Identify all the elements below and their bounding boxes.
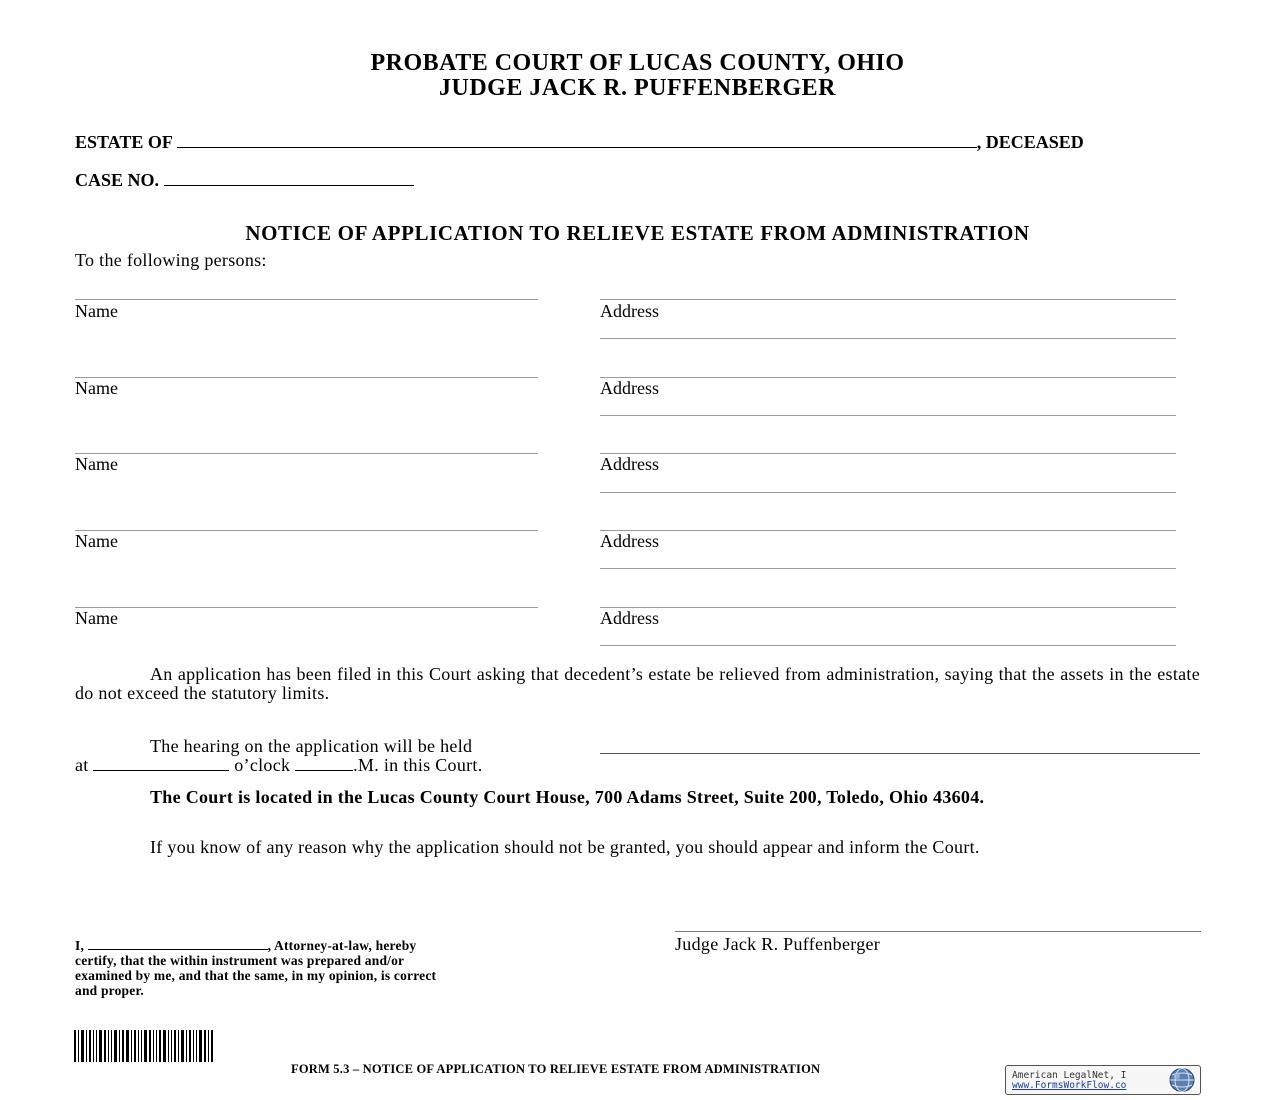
address-line-2[interactable]: [600, 338, 1176, 339]
form-label: FORM 5.3 – NOTICE OF APPLICATION TO RELIEVE ESTATE FROM ADMINISTRATION: [291, 1062, 821, 1076]
case-number-field[interactable]: [164, 171, 414, 186]
judge-signature-name: Judge Jack R. Puffenberger: [675, 934, 881, 954]
judge-title: JUDGE JACK R. PUFFENBERGER: [438, 75, 836, 101]
deceased-label: , DECEASED: [976, 132, 1084, 152]
name-field[interactable]: [75, 377, 538, 378]
address-line-2[interactable]: [600, 645, 1176, 646]
address-line-2[interactable]: [600, 415, 1176, 416]
case-label: CASE NO.: [75, 170, 160, 190]
hearing-suffix: .M. in this Court.: [353, 755, 483, 775]
name-field[interactable]: [75, 299, 538, 300]
address-field[interactable]: [600, 530, 1176, 531]
name-label: Name: [75, 531, 118, 551]
application-text: An application has been filed in this Court asking that decedent’s estate be relieved from administration, saying that the assets in the estate do not exceed the statutory limits.: [75, 664, 1200, 703]
address-field[interactable]: [600, 607, 1176, 608]
judge-signature-line[interactable]: [675, 931, 1201, 932]
attorney-name-field[interactable]: [88, 939, 268, 950]
intro-text: To the following persons:: [75, 250, 267, 270]
hearing-date-field[interactable]: [600, 753, 1200, 754]
court-title: PROBATE COURT OF LUCAS COUNTY, OHIO: [370, 50, 905, 76]
vendor-url[interactable]: www.FormsWorkFlow.co: [1012, 1080, 1127, 1091]
oclock-label: o’clock: [234, 755, 291, 775]
hearing-hour-field[interactable]: [93, 758, 229, 771]
address-label: Address: [600, 301, 659, 321]
cert-suffix: , Attorney-at-law,: [267, 938, 373, 953]
am-pm-field[interactable]: [295, 758, 353, 771]
name-label: Name: [75, 301, 118, 321]
name-label: Name: [75, 608, 118, 628]
location-text: The Court is located in the Lucas County Court House, 700 Adams Street, Suite 200, Toledo, Ohio 43604.: [150, 787, 985, 807]
vendor-name: American LegalNet, I: [1012, 1070, 1127, 1081]
at-label: at: [75, 755, 89, 775]
hearing-line: The hearing on the application will be held: [150, 736, 473, 756]
objection-paragraph: [75, 838, 1200, 857]
address-label: Address: [600, 378, 659, 398]
address-label: Address: [600, 454, 659, 474]
hearing-time-line: [75, 755, 483, 776]
objection-text: If you know of any reason why the application should not be granted, you should appear and inform the Court.: [150, 837, 980, 857]
address-field[interactable]: [600, 299, 1176, 300]
cert-prefix: I,: [75, 938, 85, 953]
name-label: Name: [75, 378, 118, 398]
cert-text: hereby certify, that the within instrument was prepared and/or examined by me, and that the same, in my opinion, is correct and proper.: [75, 938, 437, 998]
estate-line: [75, 132, 1084, 153]
name-label: Name: [75, 454, 118, 474]
barcode: [74, 1030, 215, 1062]
address-label: Address: [600, 531, 659, 551]
notice-title: NOTICE OF APPLICATION TO RELIEVE ESTATE FROM ADMINISTRATION: [245, 221, 1030, 245]
address-label: Address: [600, 608, 659, 628]
address-line-2[interactable]: [600, 568, 1176, 569]
name-field[interactable]: [75, 453, 538, 454]
estate-label: ESTATE OF: [75, 132, 173, 152]
attorney-certification: [75, 938, 455, 998]
name-field[interactable]: [75, 607, 538, 608]
globe-icon: [1168, 1067, 1196, 1098]
vendor-logo[interactable]: [1005, 1065, 1201, 1095]
location-paragraph: [75, 788, 1200, 807]
case-line: [75, 170, 414, 191]
address-field[interactable]: [600, 453, 1176, 454]
address-line-2[interactable]: [600, 492, 1176, 493]
application-paragraph: [75, 665, 1200, 703]
address-field[interactable]: [600, 377, 1176, 378]
name-field[interactable]: [75, 530, 538, 531]
estate-name-field[interactable]: [177, 133, 977, 148]
